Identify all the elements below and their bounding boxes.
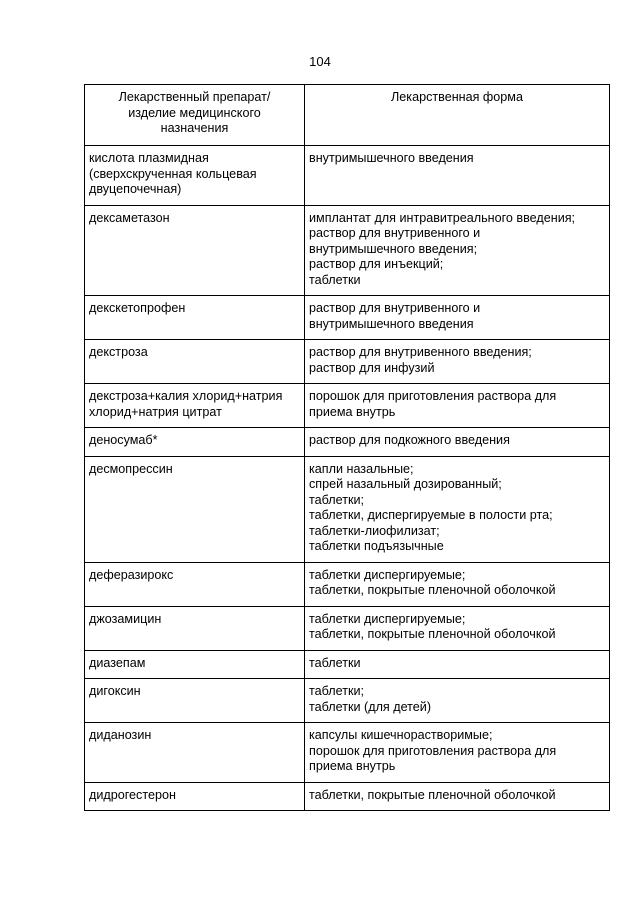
form-cell: таблетки диспергируемые; таблетки, покрытые пленочной оболочкой: [305, 606, 610, 650]
table-row: [85, 340, 610, 384]
form-cell: таблетки, покрытые пленочной оболочкой: [305, 782, 610, 811]
form-cell: раствор для подкожного введения: [305, 428, 610, 457]
form-cell: таблетки диспергируемые; таблетки, покрытые пленочной оболочкой: [305, 562, 610, 606]
table-row: [85, 428, 610, 457]
drug-cell: дексаметазон: [85, 205, 305, 296]
drug-cell: дидрогестерон: [85, 782, 305, 811]
form-cell: раствор для внутривенного и внутримышечного введения: [305, 296, 610, 340]
page-number: 104: [309, 54, 331, 69]
table-row: [85, 606, 610, 650]
table-row: [85, 384, 610, 428]
table-row: [85, 146, 610, 206]
form-cell: имплантат для интравитреального введения; раствор для внутривенного и внутримышечного введения; раствор для инъекций; таблетки: [305, 205, 610, 296]
drug-cell: кислота плазмидная (сверхскрученная кольцевая двуцепочечная): [85, 146, 305, 206]
table-row: [85, 679, 610, 723]
form-cell: раствор для внутривенного введения; раствор для инфузий: [305, 340, 610, 384]
table-row: [85, 205, 610, 296]
form-cell: порошок для приготовления раствора для приема внутрь: [305, 384, 610, 428]
header-drug: Лекарственный препарат/ изделие медицинского назначения: [85, 85, 305, 146]
table-row: [85, 562, 610, 606]
drug-cell: диазепам: [85, 650, 305, 679]
table-row: [85, 456, 610, 562]
drug-cell: джозамицин: [85, 606, 305, 650]
drug-cell: декскетопрофен: [85, 296, 305, 340]
drug-cell: декстроза+калия хлорид+натрия хлорид+натрия цитрат: [85, 384, 305, 428]
form-cell: капсулы кишечнорастворимые; порошок для приготовления раствора для приема внутрь: [305, 723, 610, 783]
drug-cell: деферазирокс: [85, 562, 305, 606]
drug-table: [84, 84, 610, 811]
drug-cell: десмопрессин: [85, 456, 305, 562]
form-cell: внутримышечного введения: [305, 146, 610, 206]
header-form: Лекарственная форма: [305, 85, 610, 146]
drug-cell: диданозин: [85, 723, 305, 783]
table-header-row: [85, 85, 610, 146]
table-row: [85, 296, 610, 340]
drug-cell: деносумаб*: [85, 428, 305, 457]
form-cell: таблетки: [305, 650, 610, 679]
table-row: [85, 650, 610, 679]
table-row: [85, 782, 610, 811]
form-cell: таблетки; таблетки (для детей): [305, 679, 610, 723]
form-cell: капли назальные; спрей назальный дозированный; таблетки; таблетки, диспергируемые в полости рта; таблетки-лиофилизат; таблетки подъязычные: [305, 456, 610, 562]
table-row: [85, 723, 610, 783]
drug-cell: декстроза: [85, 340, 305, 384]
drug-cell: дигоксин: [85, 679, 305, 723]
